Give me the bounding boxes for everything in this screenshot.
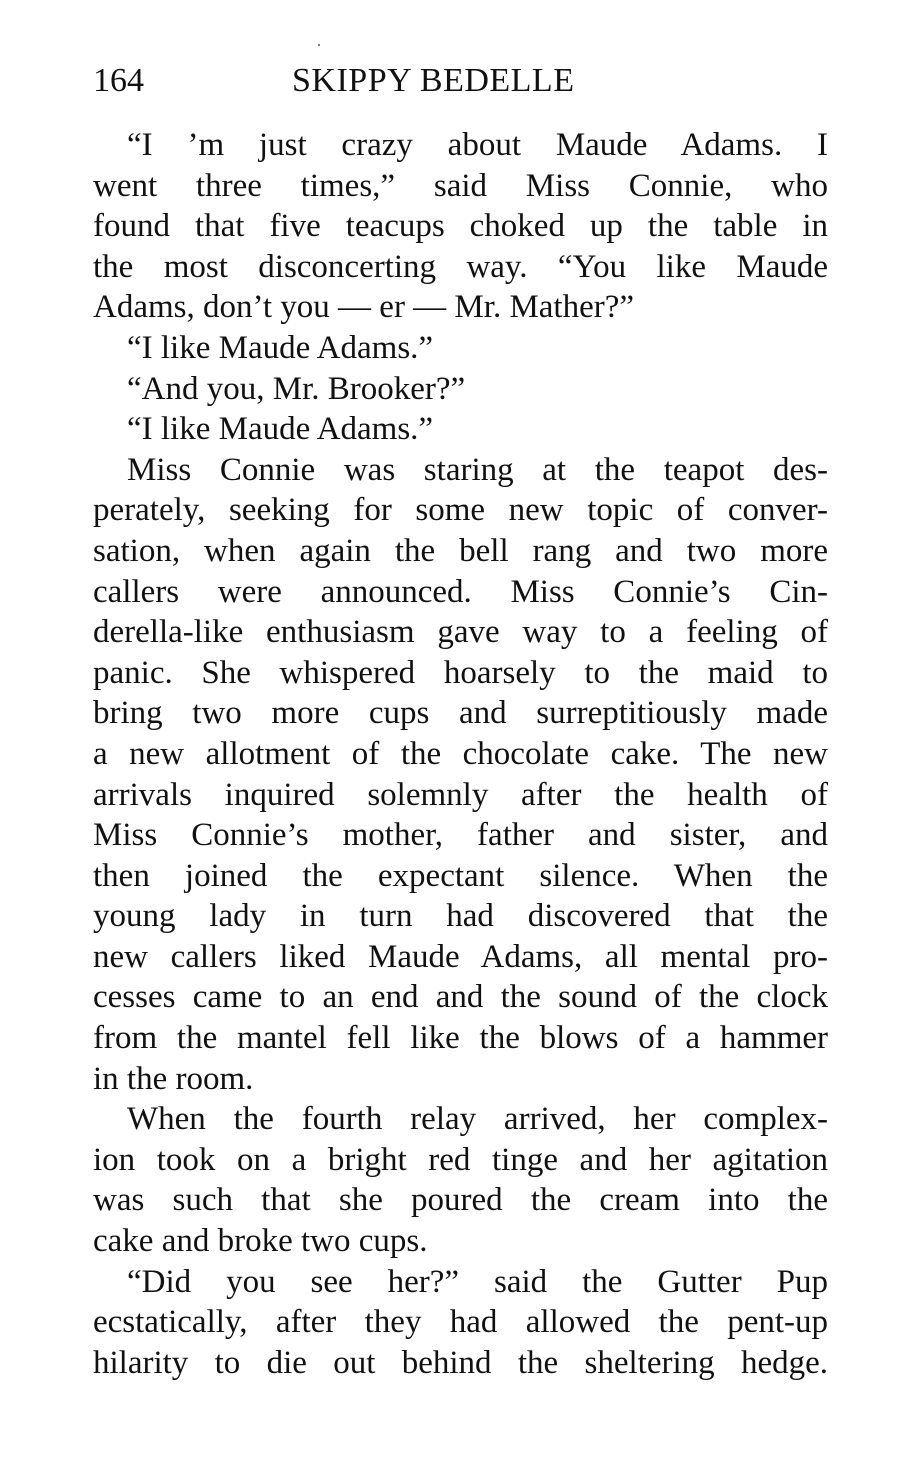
text-line: new callers liked Maude Adams, all mental pro- — [93, 938, 828, 975]
paragraph — [93, 328, 828, 369]
text-line: young lady in turn had discovered that the — [93, 898, 828, 935]
text-line: “Did you see her?” said the Gutter Pup — [127, 1263, 828, 1300]
text-line: When the fourth relay arrived, her complex- — [127, 1101, 828, 1138]
text-line: cake and broke two cups. — [93, 1223, 428, 1260]
text-line: “I like Maude Adams.” — [127, 329, 434, 366]
text-line: “And you, Mr. Brooker?” — [127, 370, 466, 407]
text-line: arrivals inquired solemnly after the health of — [93, 776, 828, 813]
running-title: SKIPPY BEDELLE — [292, 62, 575, 99]
paragraph — [93, 125, 828, 328]
text-line: perately, seeking for some new topic of conver- — [93, 492, 828, 529]
print-speck — [318, 44, 320, 46]
text-line: Miss Connie was staring at the teapot des- — [127, 451, 828, 488]
text-line: derella-like enthusiasm gave way to a feeling of — [93, 614, 828, 651]
text-line: then joined the expectant silence. When the — [93, 857, 828, 894]
text-line: hilarity to die out behind the sheltering hedge. — [93, 1344, 828, 1381]
text-line: bring two more cups and surreptitiously made — [93, 695, 828, 732]
text-line: “I ’m just crazy about Maude Adams. I — [127, 127, 828, 163]
text-line: from the mantel fell like the blows of a hammer — [93, 1020, 828, 1057]
paragraph — [93, 369, 828, 410]
body-text — [93, 125, 828, 1383]
paragraph — [93, 450, 828, 1100]
text-line: ecstatically, after they had allowed the pent-up — [93, 1304, 828, 1341]
text-line: “I like Maude Adams.” — [127, 411, 434, 448]
text-line: was such that she poured the cream into the — [93, 1182, 828, 1219]
text-line: found that five teacups choked up the table in — [93, 208, 828, 245]
text-line: panic. She whispered hoarsely to the maid to — [93, 654, 828, 691]
text-line: callers were announced. Miss Connie’s Cin- — [93, 573, 828, 610]
text-line: a new allotment of the chocolate cake. The new — [93, 735, 828, 772]
page-number: 164 — [93, 62, 144, 99]
text-line: sation, when again the bell rang and two more — [93, 532, 828, 569]
paragraph — [93, 1262, 828, 1384]
text-line: ion took on a bright red tinge and her agitation — [93, 1141, 828, 1178]
text-line: cesses came to an end and the sound of the clock — [93, 979, 828, 1016]
text-line: the most disconcerting way. “You like Maude — [93, 248, 828, 285]
paragraph — [93, 1099, 828, 1261]
text-line: went three times,” said Miss Connie, who — [93, 167, 828, 204]
text-line: Miss Connie’s mother, father and sister, and — [93, 817, 828, 854]
paragraph — [93, 409, 828, 450]
running-head — [93, 56, 828, 106]
text-line: in the room. — [93, 1060, 254, 1097]
text-line: Adams, don’t you — er — Mr. Mather?” — [93, 289, 635, 326]
